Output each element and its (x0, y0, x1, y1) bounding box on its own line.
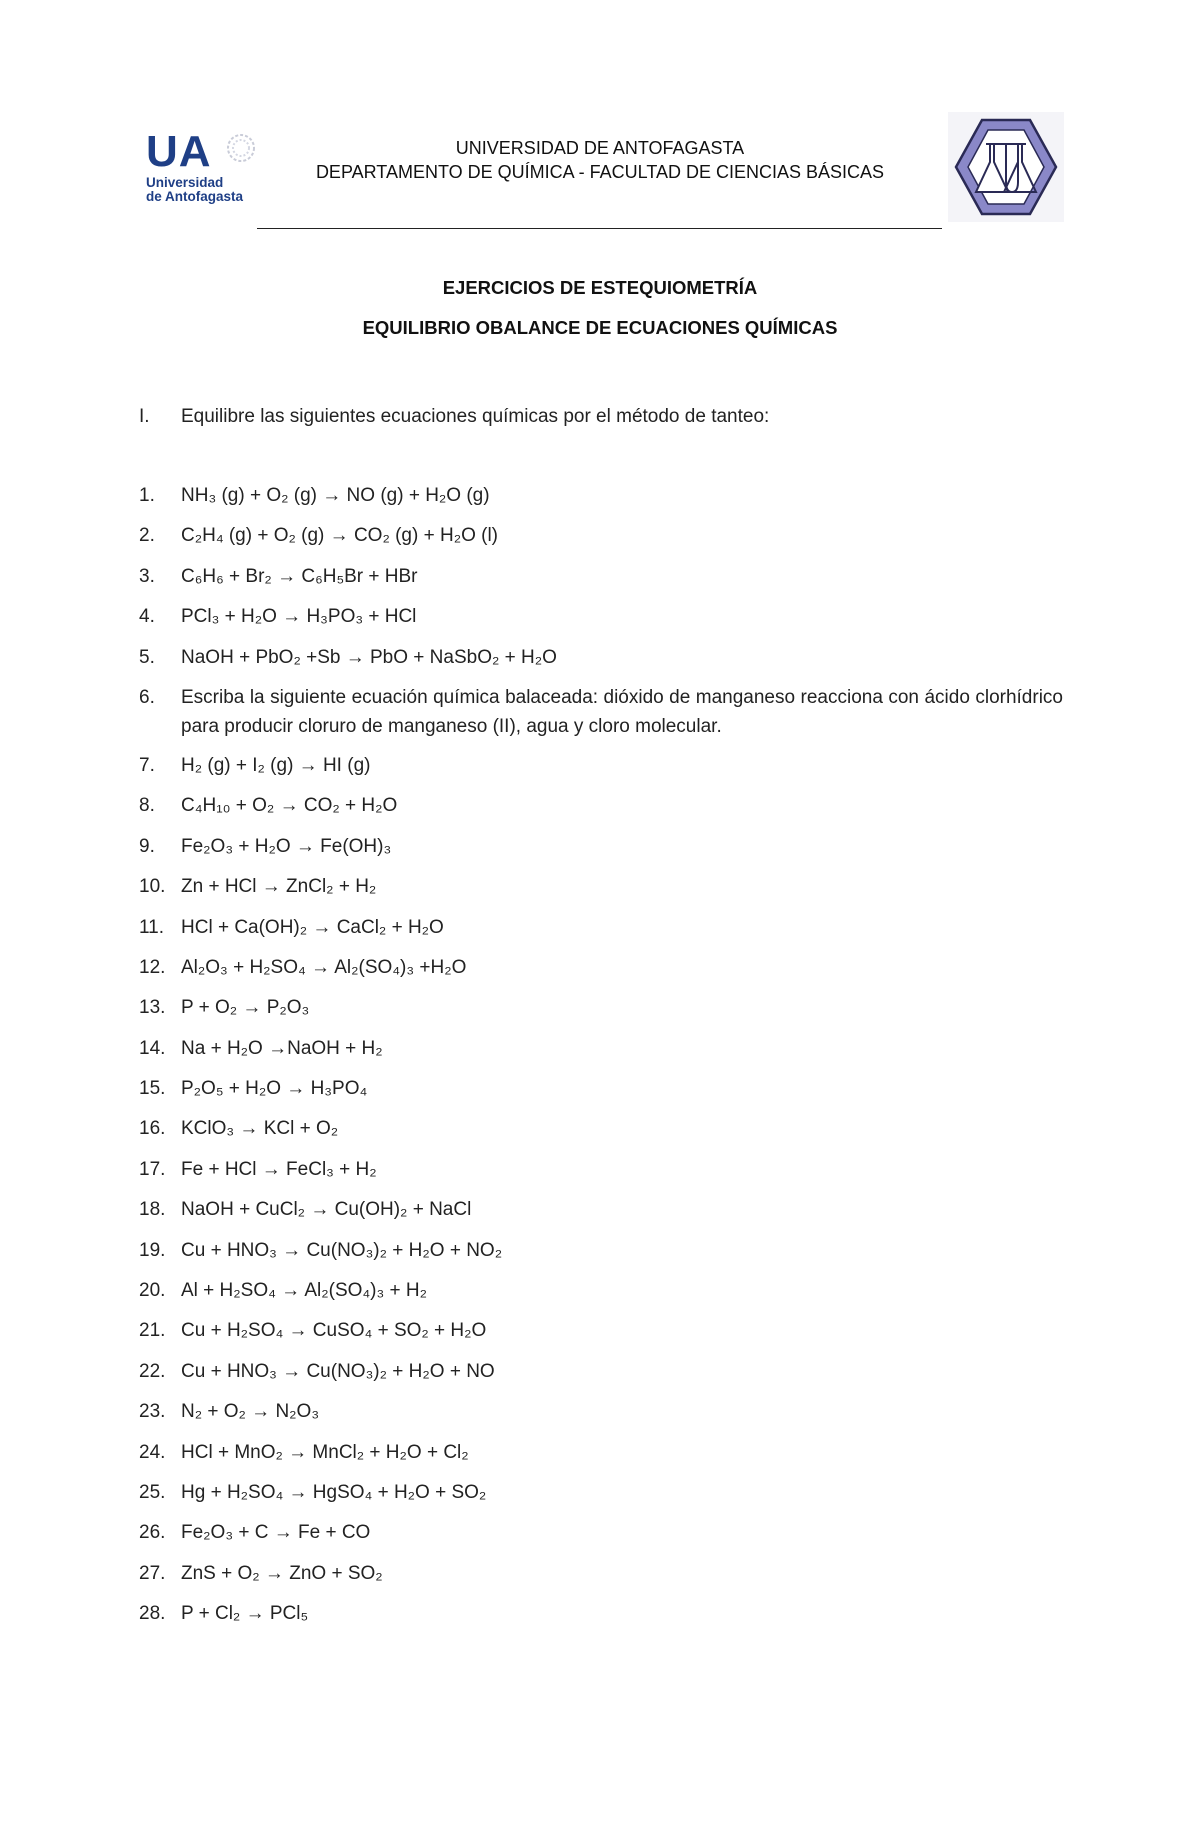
exercise-equation: Fe₂O₃ + C → Fe + CO (181, 1522, 371, 1544)
list-item (139, 1559, 1063, 1589)
exercise-equation: H₂ (g) + I₂ (g) → HI (g) (181, 754, 371, 776)
exercise-equation: NH₃ (g) + O₂ (g) → NO (g) + H₂O (g) (181, 485, 490, 506)
exercise-equation: C₄H₁₀ + O₂ → CO₂ + H₂O (181, 795, 398, 817)
list-item (139, 1236, 1063, 1266)
list-item (139, 1478, 1063, 1508)
list-item (139, 1155, 1063, 1185)
list-item (139, 562, 1063, 592)
exercise-equation: Cu + H₂SO₄ → CuSO₄ + SO₂ + H₂O (181, 1320, 487, 1342)
exercise-number: 5. (139, 646, 155, 668)
list-item (139, 683, 1063, 741)
exercise-number: 17. (139, 1158, 166, 1180)
list-item (139, 751, 1063, 781)
list-item (139, 1438, 1063, 1468)
section-numeral: I. (139, 406, 150, 427)
list-item (139, 953, 1063, 983)
exercise-number: 20. (139, 1280, 166, 1302)
university-logo (146, 127, 256, 204)
list-item (139, 1518, 1063, 1548)
list-item (139, 1316, 1063, 1346)
exercise-equation: P + O₂ → P₂O₃ (181, 997, 310, 1019)
exercise-number: 2. (139, 525, 155, 547)
exercise-equation: HCl + MnO₂ → MnCl₂ + H₂O + Cl₂ (181, 1441, 469, 1463)
exercise-number: 16. (139, 1118, 166, 1140)
exercise-number: 3. (139, 565, 155, 587)
list-item (139, 1357, 1063, 1387)
list-item (139, 913, 1063, 943)
list-item (139, 481, 1063, 511)
list-item (139, 1599, 1063, 1629)
exercise-equation: Na + H₂O →NaOH + H₂ (181, 1037, 383, 1059)
list-item (139, 1074, 1063, 1104)
exercise-number: 8. (139, 795, 155, 817)
exercise-equation: Cu + HNO₃ → Cu(NO₃)₂ + H₂O + NO₂ (181, 1239, 503, 1261)
logo-line-1: Universidad (146, 175, 224, 190)
list-item (139, 1114, 1063, 1144)
page-title: EJERCICIOS DE ESTEQUIOMETRÍA (442, 277, 758, 298)
header (250, 136, 950, 184)
department-name: DEPARTAMENTO DE QUÍMICA - FACULTAD DE CIENCIAS BÁSICAS (315, 162, 885, 182)
list-item (139, 602, 1063, 632)
exercise-number: 14. (139, 1037, 166, 1059)
exercise-equation: NaOH + CuCl₂ → Cu(OH)₂ + NaCl (181, 1199, 472, 1221)
exercise-number: 6. (139, 686, 155, 708)
exercise-equation: P + Cl₂ → PCl₅ (181, 1603, 309, 1625)
list-item (139, 1397, 1063, 1427)
exercise-number: 23. (139, 1401, 166, 1423)
list-item (139, 791, 1063, 821)
exercise-number: 28. (139, 1603, 166, 1625)
list-item (139, 872, 1063, 902)
exercise-equation: C₂H₄ (g) + O₂ (g) → CO₂ (g) + H₂O (l) (181, 525, 498, 547)
exercise-equation: KClO₃ → KCl + O₂ (181, 1118, 339, 1140)
exercise-equation: PCl₃ + H₂O → H₃PO₃ + HCl (181, 606, 417, 628)
header-divider (257, 228, 942, 229)
exercise-equation: Fe + HCl → FeCl₃ + H₂ (181, 1158, 377, 1180)
exercise-number: 21. (139, 1320, 166, 1342)
exercise-number: 24. (139, 1441, 166, 1463)
section-text: Equilibre las siguientes ecuaciones químicas por el método de tanteo: (181, 406, 770, 427)
exercise-equation: N₂ + O₂ → N₂O₃ (181, 1401, 320, 1423)
list-item (139, 1034, 1063, 1064)
logo-letters: UA (146, 127, 212, 176)
exercise-equation: HCl + Ca(OH)₂ → CaCl₂ + H₂O (181, 916, 444, 938)
exercise-number: 10. (139, 876, 166, 898)
exercise-equation: Cu + HNO₃ → Cu(NO₃)₂ + H₂O + NO (181, 1360, 495, 1382)
list-item (139, 832, 1063, 862)
exercise-number: 4. (139, 606, 155, 628)
exercise-number: 18. (139, 1199, 166, 1221)
exercise-equation: C₆H₆ + Br₂ → C₆H₅Br + HBr (181, 565, 418, 587)
logo-line-2: de Antofagasta (146, 189, 244, 204)
exercise-equation: Zn + HCl → ZnCl₂ + H₂ (181, 876, 377, 898)
exercise-equation: P₂O₅ + H₂O → H₃PO₄ (181, 1078, 368, 1100)
exercise-number: 27. (139, 1562, 166, 1584)
exercise-number: 25. (139, 1481, 166, 1503)
university-name: UNIVERSIDAD DE ANTOFAGASTA (455, 138, 745, 158)
exercise-equation: Al₂O₃ + H₂SO₄ → Al₂(SO₄)₃ +H₂O (181, 956, 467, 978)
section-instruction (139, 406, 769, 428)
exercise-equation: ZnS + O₂ → ZnO + SO₂ (181, 1562, 383, 1584)
exercise-equation: Fe₂O₃ + H₂O → Fe(OH)₃ (181, 835, 392, 857)
exercise-number: 15. (139, 1078, 166, 1100)
list-item (139, 1195, 1063, 1225)
exercise-number: 19. (139, 1239, 166, 1261)
exercise-equation: NaOH + PbO₂ +Sb → PbO + NaSbO₂ + H₂O (181, 646, 557, 668)
page-subtitle: EQUILIBRIO OBALANCE DE ECUACIONES QUÍMICAS (362, 317, 838, 338)
exercise-equation: Al + H₂SO₄ → Al₂(SO₄)₃ + H₂ (181, 1280, 427, 1302)
exercise-number: 12. (139, 956, 166, 978)
exercise-number: 1. (139, 485, 155, 506)
exercise-number: 22. (139, 1360, 166, 1382)
list-item (139, 993, 1063, 1023)
exercise-number: 13. (139, 997, 166, 1019)
list-item (139, 521, 1063, 551)
list-item (139, 1276, 1063, 1306)
exercise-number: 26. (139, 1522, 166, 1544)
exercise-list (139, 481, 1063, 1640)
exercise-number: 11. (139, 916, 165, 938)
exercise-equation: Escriba la siguiente ecuación química balaceada: dióxido de manganeso reacciona con ácido clorhídrico para producir cloruro de manganeso (II), agua y cloro molecular. (181, 686, 1063, 737)
exercise-number: 7. (139, 754, 155, 776)
chemistry-department-logo-icon (948, 112, 1064, 222)
exercise-equation: Hg + H₂SO₄ → HgSO₄ + H₂O + SO₂ (181, 1481, 487, 1503)
exercise-number: 9. (139, 835, 155, 857)
list-item (139, 643, 1063, 673)
